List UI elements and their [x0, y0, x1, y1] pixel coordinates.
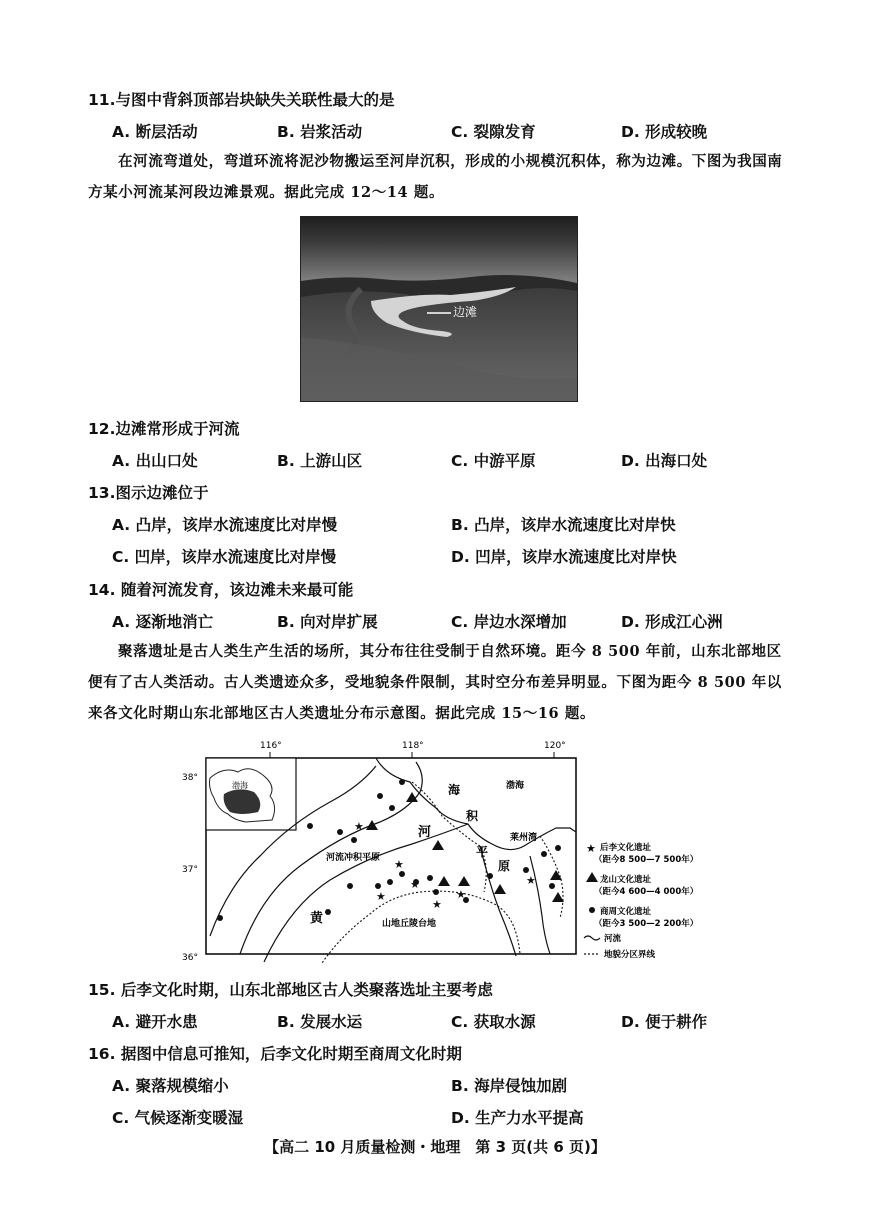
alluvial-plain-label: 河流冲积平原	[326, 853, 381, 863]
lat-label-37: 37°	[182, 865, 198, 875]
legend-triangle-icon	[586, 872, 598, 882]
legend-longshan-years: （距今4 600—4 000年）	[594, 887, 699, 897]
svg-text:★: ★	[394, 858, 404, 871]
photo-label-point-bar: 边滩	[453, 305, 478, 319]
legend-houli-years: （距今8 500—7 500年）	[594, 855, 699, 865]
question-15-stem: 15. 后李文化时期，山东北部地区古人类聚落选址主要考虑	[88, 981, 493, 999]
q16-option-a: A. 聚落规模缩小	[112, 1077, 229, 1095]
q15-option-d: D. 便于耕作	[621, 1013, 708, 1031]
question-11-stem: 11.与图中背斜顶部岩块缺失关联性最大的是	[88, 91, 395, 109]
coastal-char-4: 原	[498, 859, 511, 873]
passage-1	[88, 146, 788, 208]
bohai-sea-label: 渤海	[506, 781, 525, 791]
question-12-stem: 12.边滩常形成于河流	[88, 420, 240, 438]
svg-text:★: ★	[410, 878, 420, 891]
q12-option-a: A. 出山口处	[112, 452, 198, 470]
passage-2-line-2: 便有了古人类活动。古人类遗迹众多，受地貌条件限制，其时空分布差异明显。下图为距今 8 500 年以	[88, 674, 782, 691]
q11-option-a: A. 断层活动	[112, 123, 198, 141]
coastal-char-3: 平	[476, 845, 489, 859]
q16-option-d: D. 生产力水平提高	[451, 1109, 584, 1127]
legend-river-label: 河流	[604, 934, 622, 944]
q16-option-c: C. 气候逐渐变暖湿	[112, 1109, 244, 1127]
page-footer: 【高二 10 月质量检测・地理 第 3 页(共 6 页)】	[264, 1138, 606, 1156]
map-legend	[584, 842, 698, 960]
passage-2	[88, 636, 788, 729]
q13-option-b: B. 凸岸，该岸水流速度比对岸快	[451, 516, 676, 534]
landscape-image	[301, 217, 577, 401]
question-14-stem: 14. 随着河流发育，该边滩未来最可能	[88, 581, 354, 599]
q13-option-d: D. 凹岸，该岸水流速度比对岸快	[451, 548, 677, 566]
q14-option-d: D. 形成江心洲	[621, 613, 723, 631]
q15-option-b: B. 发展水运	[277, 1013, 363, 1031]
q16-option-b: B. 海岸侵蚀加剧	[451, 1077, 568, 1095]
svg-text:★: ★	[526, 874, 536, 887]
lon-label-120: 120°	[544, 741, 566, 751]
q12-option-d: D. 出海口处	[621, 452, 708, 470]
svg-text:★: ★	[456, 888, 466, 901]
legend-shangzhou-name: 商周文化遗址	[600, 907, 652, 917]
q11-option-d: D. 形成较晚	[621, 123, 708, 141]
hills-label: 山地丘陵台地	[382, 919, 437, 929]
coastal-char-1: 海	[448, 783, 461, 797]
passage-1-line-1: 在河流弯道处，弯道环流将泥沙物搬运至河岸沉积，形成的小规模沉积体，称为边滩。下图为我国南	[118, 153, 783, 170]
q15-option-c: C. 获取水源	[451, 1013, 536, 1031]
lon-label-118: 118°	[402, 741, 424, 751]
q12-option-c: C. 中游平原	[451, 452, 536, 470]
svg-text:★: ★	[354, 820, 364, 833]
inset-highlight	[224, 789, 261, 814]
site-distribution-map	[180, 736, 700, 964]
q13-option-c: C. 凹岸，该岸水流速度比对岸慢	[112, 548, 337, 566]
q13-option-a: A. 凸岸，该岸水流速度比对岸慢	[112, 516, 338, 534]
point-bar-photo	[300, 216, 578, 402]
q14-option-b: B. 向对岸扩展	[277, 613, 378, 631]
question-13-stem: 13.图示边滩位于	[88, 484, 209, 502]
legend-longshan-name: 龙山文化遗址	[600, 875, 652, 885]
passage-2-line-1: 聚落遗址是古人类生产生活的场所，其分布往往受制于自然环境。距今 8 500 年前，山东北部地区	[118, 643, 782, 660]
passage-1-line-2: 方某小河流某河段边滩景观。据此完成 12～14 题。	[88, 184, 445, 201]
legend-dot-icon	[589, 907, 595, 913]
inset-sea-label: 渤海	[232, 781, 248, 790]
question-16-stem: 16. 据图中信息可推知，后李文化时期至商周文化时期	[88, 1045, 462, 1063]
river-char-huang: 黄	[310, 911, 324, 926]
q14-option-a: A. 逐渐地消亡	[112, 613, 214, 631]
lon-label-116: 116°	[260, 741, 282, 751]
lat-label-38: 38°	[182, 773, 198, 783]
map-svg	[180, 736, 700, 964]
lat-label-36: 36°	[182, 953, 198, 963]
legend-houli-name: 后李文化遗址	[600, 843, 652, 853]
legend-river-icon	[584, 936, 600, 940]
q12-option-b: B. 上游山区	[277, 452, 363, 470]
legend-boundary-label: 地貌分区界线	[604, 950, 656, 960]
q14-option-c: C. 岸边水深增加	[451, 613, 567, 631]
river-char-he: 河	[418, 825, 432, 840]
passage-2-line-3: 来各文化时期山东北部地区古人类遗址分布示意图。据此完成 15～16 题。	[88, 705, 596, 722]
svg-text:★: ★	[376, 890, 386, 903]
laizhou-bay-label: 莱州湾	[510, 833, 538, 843]
legend-star-icon: ★	[586, 842, 596, 855]
coastal-char-2: 积	[466, 809, 479, 823]
svg-text:★: ★	[432, 898, 442, 911]
q11-option-c: C. 裂隙发育	[451, 123, 536, 141]
legend-shangzhou-years: （距今3 500—2 200年）	[594, 919, 699, 929]
q11-option-b: B. 岩浆活动	[277, 123, 363, 141]
q15-option-a: A. 避开水患	[112, 1013, 198, 1031]
